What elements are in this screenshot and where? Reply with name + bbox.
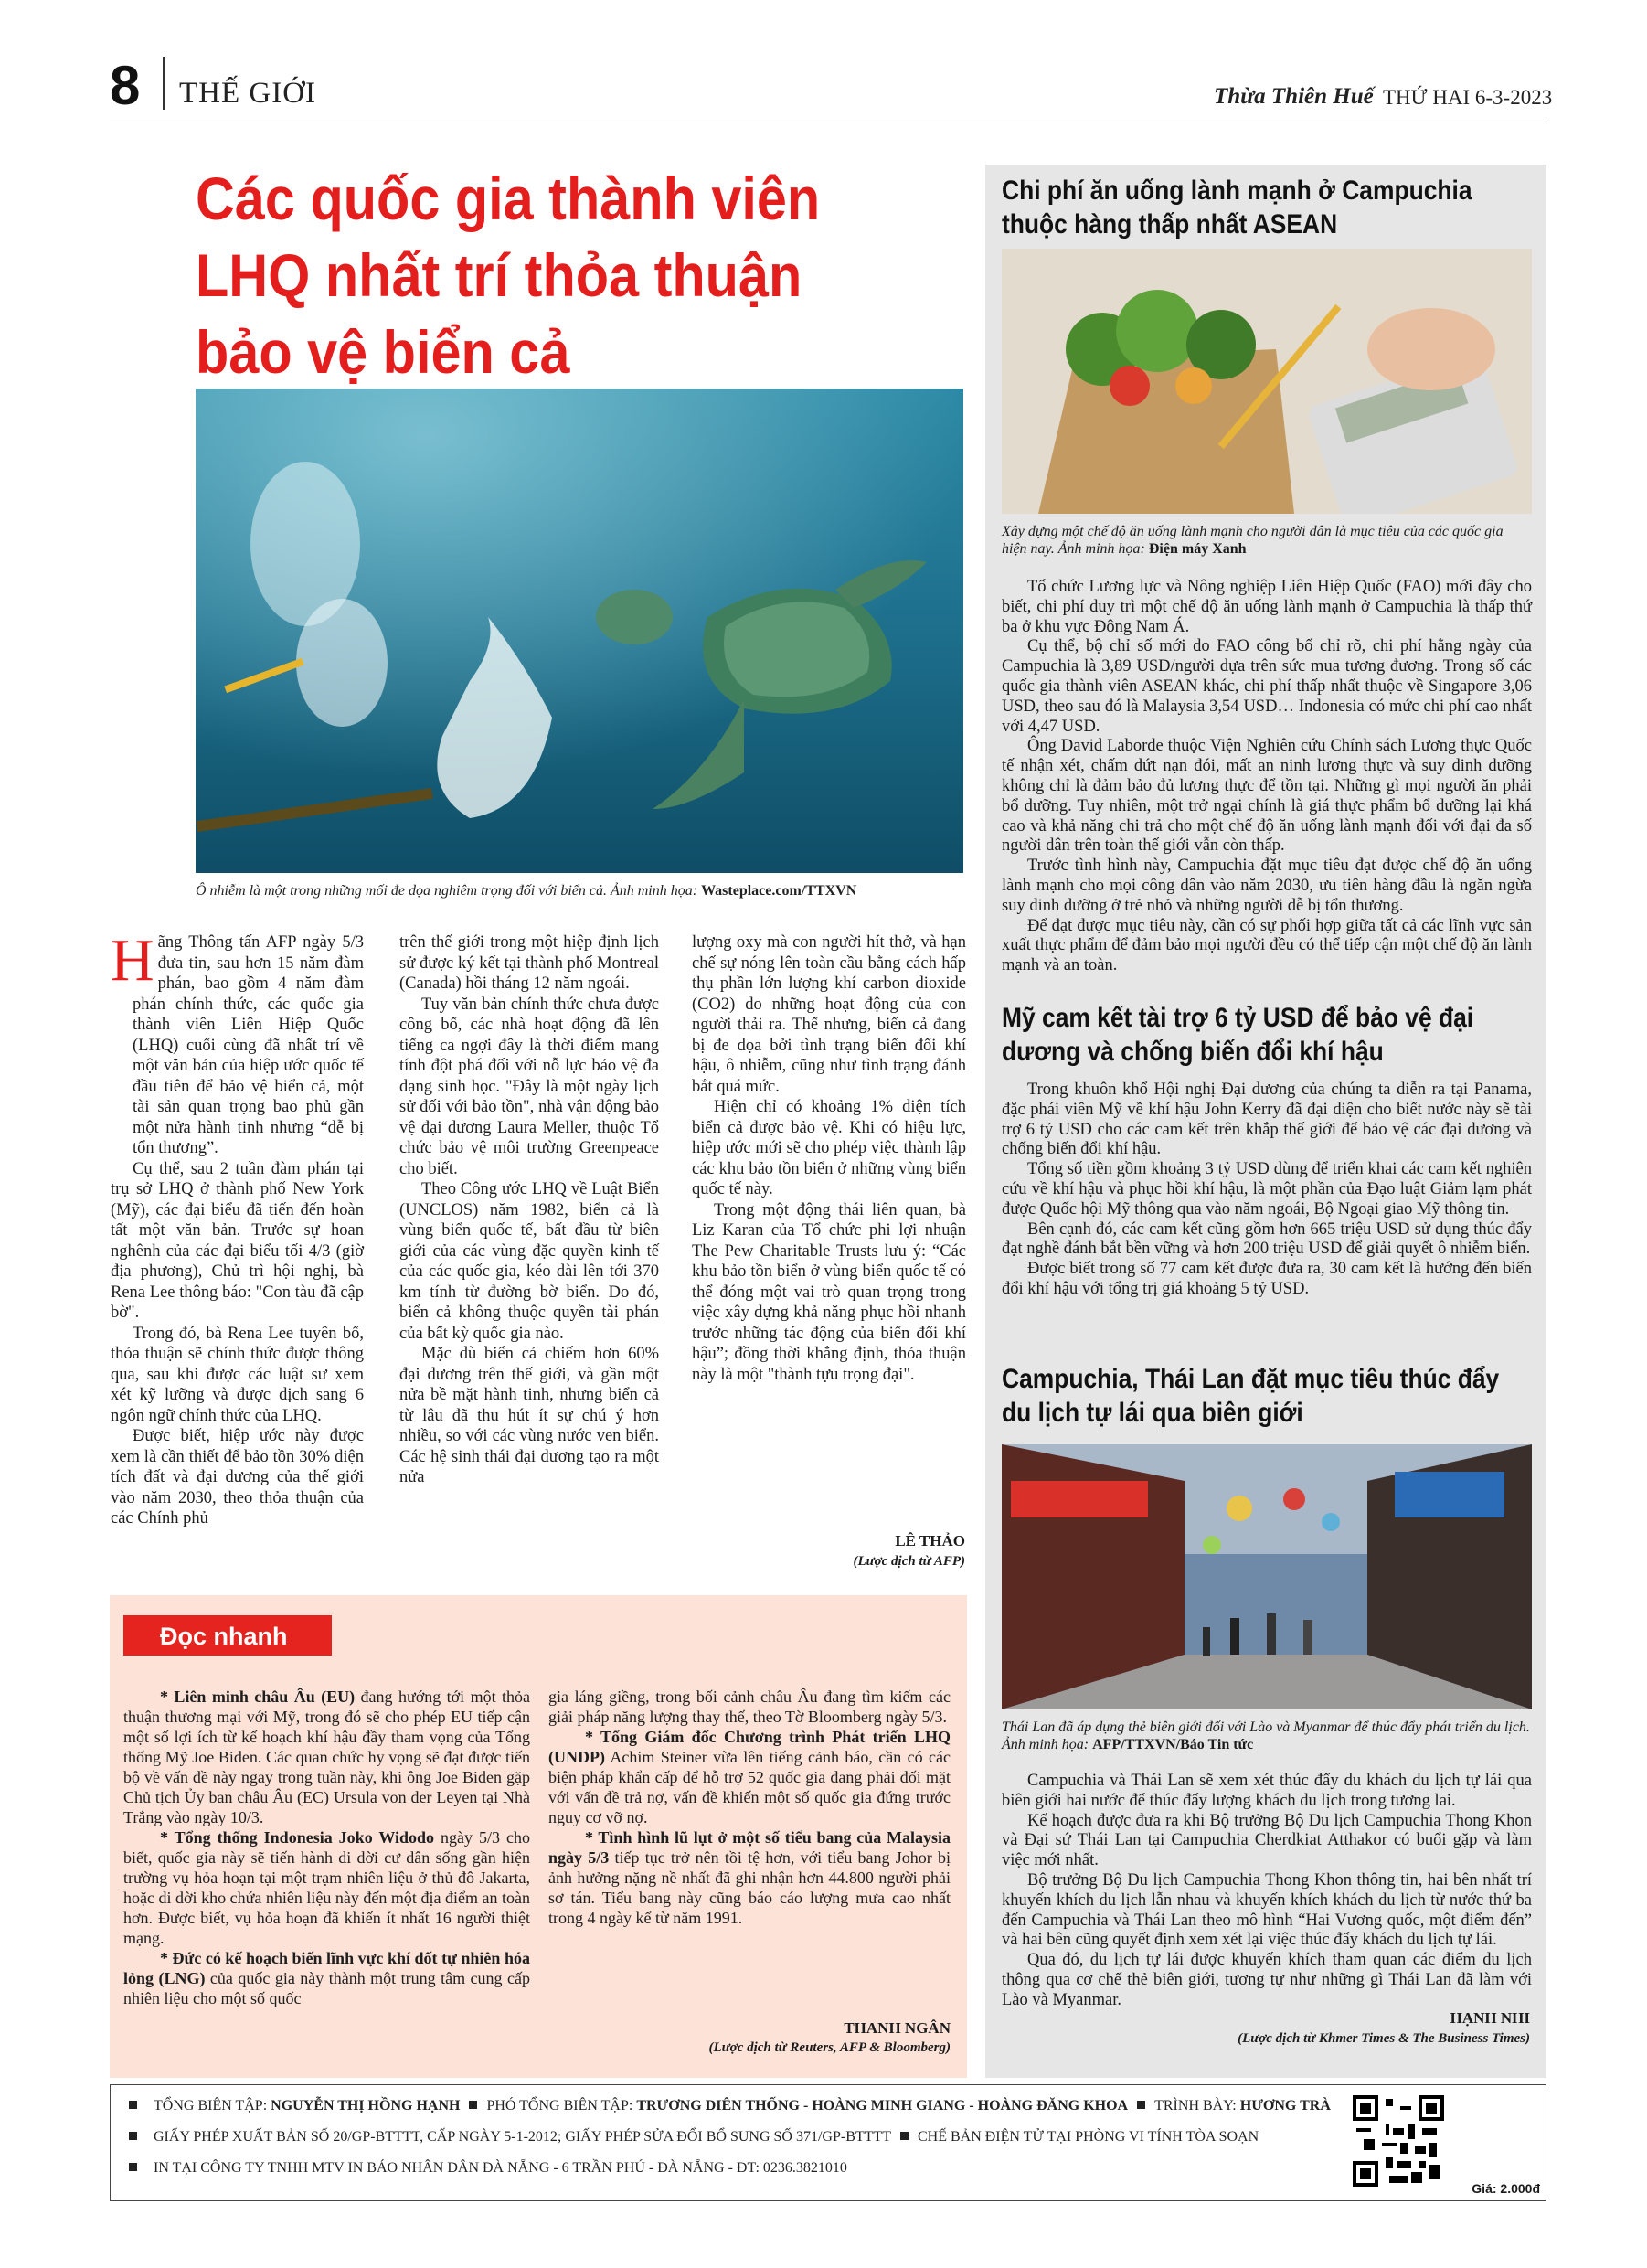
- paragraph: Tuy văn bản chính thức chưa được công bố, các nhà hoạt động đã lên tiếng ca ngợi đây là thời điểm mang tính đột phá đối với nỗ lực bảo vệ đa dạng sinh học. "Đây là một ngày lịch sử đối với bảo tồn", nhà vận động bảo vệ đại dương Laura Meller, thuộc Tổ chức bảo vệ môi trường Greenpeace cho biết.: [399, 995, 659, 1178]
- paragraph: Bộ trưởng Bộ Du lịch Campuchia Thong Khon thông tin, hai bên nhất trí khuyến khích du lịch lẫn nhau và khuyến khích khách du lịch từ nước thứ ba đến Campuchia và Thái Lan theo mô hình “Hai Vương quốc, một điểm đến” và hai bên cũng quyết định xem xét lại việc thúc đẩy khách du lịch tự lái.: [1002, 1870, 1532, 1950]
- caption-text: Ô nhiễm là một trong những mối đe dọa nghiêm trọng đối với biển cả. Ảnh minh họa:: [196, 883, 702, 899]
- quick-item: * Đức có kế hoạch biến lĩnh vực khí đốt tự nhiên hóa lỏng (LNG) của quốc gia này thành một trung tâm cung cấp nhiên liệu cho một số quốc: [123, 1949, 530, 2007]
- bullet-square: [129, 2101, 137, 2109]
- footer-line-printer: IN TẠI CÔNG TY TNHH MTV IN BÁO NHÂN DÂN ĐÀ NẴNG - 6 TRẦN PHÚ - ĐÀ NẴNG - ĐT: 0236.3821010: [129, 2160, 847, 2177]
- bullet-square: [1137, 2101, 1145, 2109]
- article-column-2: [399, 932, 659, 1488]
- bullet-square: [129, 2132, 137, 2140]
- quick-read-byline: THANH NGÂN: [844, 2019, 951, 2037]
- sidebar-photo-groceries: [1002, 249, 1532, 514]
- paragraph: Tổ chức Lương lực và Nông nghiệp Liên Hiệp Quốc (FAO) mới đây cho biết, chi phí duy trì một chế độ ăn uống lành mạnh ở Campuchia là thấp thứ ba ở khu vực Đông Nam Á.: [1002, 578, 1532, 636]
- masthead-footer: [110, 2084, 1546, 2201]
- paragraph: Cụ thể, sau 2 tuần đàm phán tại trụ sở LHQ ở thành phố New York (Mỹ), các đại biểu đã tiến đến hoàn tất một văn bản. Trước sự hoan nghênh của các đại biểu tối 4/3 (giờ địa phương), Chủ trì hội nghị, bà Rena Lee thông báo: "Con tàu đã cập bờ".: [111, 1159, 364, 1322]
- sidebar-photo-caption-3: Thái Lan đã áp dụng thẻ biên giới đối với Lào và Myanmar để thúc đẩy phát triển du lịch. Ảnh minh họa: AFP/TTXVN/Báo Tin tức: [1002, 1720, 1530, 1752]
- qr-code-icon[interactable]: [1353, 2095, 1444, 2187]
- paragraph: Hiện chỉ có khoảng 1% diện tích biển cả được bảo vệ. Khi có hiệu lực, hiệp ước mới sẽ cho phép việc thành lập các khu bảo tồn biển ở những vùng biển quốc tế này.: [692, 1098, 966, 1198]
- article-column-3: [692, 932, 966, 1385]
- paragraph: Kế hoạch được đưa ra khi Bộ trưởng Bộ Du lịch Campuchia Thong Khon và Đại sứ Thái Lan tại Campuchia Cherdkiat Atthakor có buổi gặp và làm việc mới nhất.: [1002, 1811, 1532, 1870]
- paragraph: Trong khuôn khổ Hội nghị Đại dương của chúng ta diễn ra tại Panama, đặc phái viên Mỹ về khí hậu John Kerry đã đại diện cho biết nước này sẽ tài trợ 6 tỷ USD cho các cam kết trên khắp thế giới để bảo vệ các đại dương và chống biến đổi khí hậu.: [1002, 1081, 1532, 1159]
- paragraph: Bên cạnh đó, các cam kết cũng gồm hơn 665 triệu USD sử dụng thúc đẩy đạt nghề đánh bắt bền vững và hơn 200 triệu USD để giải quyết ô nhiễm biển.: [1002, 1219, 1532, 1259]
- paragraph: Trước tình hình này, Campuchia đặt mục tiêu đạt được chế độ ăn uống lành mạnh cho mọi công dân vào năm 2030, ưu tiên hàng đầu là ngăn ngừa suy dinh dưỡng ở trẻ nhỏ và những người dễ bị tổn thương.: [1002, 857, 1532, 915]
- bullet-square: [469, 2101, 477, 2109]
- bullet-square: [900, 2132, 909, 2140]
- paragraph: ãng Thông tấn AFP ngày 5/3 đưa tin, sau hơn 15 năm đàm phán, bao gồm 4 năm đàm phán chính thức, các quốc gia thành viên Liên Hiệp Quốc (LHQ) cuối cùng đã nhất trí về một văn bản của hiệp ước quốc tế đầu tiên để bảo vệ biển cả, một tài sản quan trọng bao phủ gần một nửa hành tinh nhưng “dễ bị tổn thương”.: [133, 933, 364, 1157]
- sidebar-photo-caption-1: Xây dựng một chế độ ăn uống lành mạnh cho người dân là mục tiêu của các quốc gia hiện nay. Ảnh minh họa: Điện máy Xanh: [1002, 524, 1504, 557]
- sidebar-byline-source: (Lược dịch từ Khmer Times & The Business Times): [1238, 2031, 1530, 2046]
- sidebar-article-1-text: [1002, 578, 1532, 976]
- sidebar-article-3-text: [1002, 1772, 1532, 2011]
- paragraph: Ông David Laborde thuộc Viện Nghiên cứu Chính sách Lương thực Quốc tế nhận xét, chấm dứt nạn đói, mất an ninh lương thực và suy dinh dưỡng không chỉ là đảm bảo đủ lương thực để tồn tại. Những gì mọi người ăn phải bổ dưỡng. Tuy nhiên, một trở ngại chính là giá thực phẩm bổ dưỡng lại khá cao và khả năng chi trả cho một chế độ ăn uống lành mạnh đối với đại đa số người dân trên toàn thế giới vẫn còn thấp.: [1002, 737, 1532, 856]
- dropcap: H: [111, 927, 154, 994]
- newspaper-name: Thừa Thiên Huế: [1214, 84, 1374, 109]
- paragraph: Được biết trong số 77 cam kết được đưa ra, 30 cam kết là hướng đến biến đổi khí hậu với tổng trị giá khoảng 5 tỷ USD.: [1002, 1260, 1532, 1298]
- quick-read-box: [110, 1595, 967, 2078]
- quick-item: * Tổng thống Indonesia Joko Widodo ngày 5/3 cho biết, quốc gia này sẽ tiến hành di dời cư dân sống gần hiện trường vụ hỏa hoạn tại một trạm nhiên liệu ở thủ đô Jakarta, hoặc di dời kho chứa nhiên liệu này đến một địa điểm an toàn hơn. Được biết, vụ hỏa hoạn đã khiến ít nhất 16 người thiệt mạng.: [123, 1828, 531, 1947]
- quick-item: gia láng giềng, trong bối cảnh châu Âu đang tìm kiếm các giải pháp năng lượng thay thế, theo Tờ Bloomberg ngày 5/3.: [548, 1688, 951, 1726]
- sidebar-article-2-text: [1002, 1081, 1532, 1300]
- header-divider: [163, 57, 165, 110]
- page-number: 8: [110, 55, 141, 116]
- paragraph: Tổng số tiền gồm khoảng 3 tỷ USD dùng để triển khai các cam kết nghiên cứu về khí hậu và phục hồi khí hậu, là một phần của Đạo luật Giảm lạm phát được Quốc hội Mỹ thông qua vào năm ngoái, Bộ Ngoại giao Mỹ thông tin.: [1002, 1160, 1532, 1219]
- main-photo-caption: [196, 883, 972, 900]
- sidebar-byline: HẠNH NHI: [1450, 2009, 1530, 2027]
- paragraph: Trong một động thái liên quan, bà Liz Karan của Tổ chức phi lợi nhuận The Pew Charitable Trusts lưu ý: “Các khu bảo tồn biển ở vùng biển quốc tế có thể đóng một vai trò quan trọng trong việc xây dựng khả năng phục hồi nhanh trước những tác động của biến đổi khí hậu”; đồng thời khẳng định, thỏa thuận này là một "thành tựu trọng đại".: [692, 1200, 966, 1384]
- quick-item: * Tình hình lũ lụt ở một số tiểu bang của Malaysia ngày 5/3 tiếp tục trở nên tồi tệ hơn, với tiểu bang Johor bị ảnh hưởng nặng nề nhất đã ghi nhận hơn 44.800 người phải sơ tán. Tiểu bang này cũng báo cáo lượng mưa cao nhất trong 4 ngày kể từ năm 1991.: [548, 1828, 951, 1927]
- paragraph: Cụ thể, bộ chỉ số mới do FAO công bố chỉ rõ, chi phí hằng ngày của Campuchia là 3,89 USD/người dựa trên sức mua tương đương. Trong số các quốc gia thành viên ASEAN khác, chi phí thấp nhất thuộc về Singapore 3,06 USD, theo sau đó là Malaysia 3,54 USD… Indonesia có mức chi phí cao nhất với 4,47 USD.: [1002, 637, 1532, 736]
- quick-read-source: (Lược dịch từ Reuters, AFP & Bloomberg): [708, 2040, 951, 2055]
- paragraph: Được biết, hiệp ước này được xem là cần thiết để bảo tồn 30% diện tích đất và đại dương của thế giới vào năm 2030, theo thỏa thuận của các Chính phủ: [111, 1427, 364, 1528]
- article-byline-source: (Lược dịch từ AFP): [853, 1554, 965, 1569]
- section-name: THẾ GIỚI: [179, 77, 317, 110]
- paragraph: Theo Công ước LHQ về Luật Biển (UNCLOS) năm 1982, biển cả là vùng biển quốc tế, bất đầu từ biên giới của các vùng đặc quyền kinh tế của các quốc gia, kéo dài lên tới 370 km tính từ đường bờ biển. Do đó, biển cả không thuộc quyền tài phán của bất kỳ quốc gia nào.: [399, 1180, 659, 1343]
- footer-line-license: GIẤY PHÉP XUẤT BẢN SỐ 20/GP-BTTTT, CẤP NGÀY 5-1-2012; GIẤY PHÉP SỬA ĐỔI BỔ SUNG SỐ 371/GP-BTTTT CHẾ BẢN ĐIỆN TỬ TẠI PHÒNG VI TÍNH TÒA SOẠN: [129, 2129, 1259, 2146]
- article-column-1: [111, 927, 364, 1529]
- paragraph: Trong đó, bà Rena Lee tuyên bố, thỏa thuận sẽ chính thức được thông qua, sau khi được các luật sư xem xét kỹ lưỡng và được dịch sang 6 ngôn ngữ chính thức của LHQ.: [111, 1324, 364, 1425]
- issue-date: THỨ HAI 6-3-2023: [1383, 86, 1553, 109]
- paragraph: Campuchia và Thái Lan sẽ xem xét thúc đẩy du khách du lịch tự lái qua biên giới hai nước để thúc đẩy lượng khách du lịch trong tương lai.: [1002, 1772, 1532, 1810]
- caption-source: Wasteplace.com/TTXVN: [701, 883, 857, 899]
- quick-read-column-1: [123, 1687, 530, 2008]
- quick-read-title: Đọc nhanh: [160, 1623, 288, 1650]
- sidebar-news: [985, 165, 1546, 2078]
- sidebar-photo-street: [1002, 1444, 1532, 1709]
- quick-read-tab: [123, 1615, 332, 1656]
- main-headline: Các quốc gia thành viên LHQ nhất trí thỏa thuận bảo vệ biển cả: [196, 165, 821, 386]
- paragraph: Để đạt được mục tiêu này, cần có sự phối hợp giữa tất cả các lĩnh vực sản xuất thực phẩm để đảm bảo mọi người đều có thể tiếp cận một chế độ ăn lành mạnh và an toàn.: [1002, 916, 1532, 975]
- quick-item: * Tổng Giám đốc Chương trình Phát triển LHQ (UNDP) Achim Steiner vừa lên tiếng cảnh báo, cần có các biện pháp khẩn cấp để hỗ trợ 52 quốc gia đang phải đối mặt với vấn đề trả nợ, vấn đề khiến một số quốc gia đứng trước nguy cơ vỡ nợ.: [548, 1728, 951, 1826]
- quick-item: * Liên minh châu Âu (EU) đang hướng tới một thỏa thuận thương mại với Mỹ, trong đó sẽ cho phép EU tiếp cận một số lợi ích từ kế hoạch khí hậu đầy tham vọng của Tổng thống Mỹ Joe Biden. Các quan chức hy vọng sẽ đạt được tiến bộ về vấn đề này ngay trong tuần này, khi ông Joe Biden gặp Chủ tịch Ủy ban châu Âu (EC) Ursula von der Leyen tại Nhà Trắng vào ngày 10/3.: [123, 1688, 530, 1826]
- paragraph: lượng oxy mà con người hít thở, và hạn chế sự nóng lên toàn cầu bằng cách hấp thụ phần lớn lượng khí carbon dioxide (CO2) do những hoạt động của con người thải ra. Thế nhưng, biển cả đang bị đe dọa bởi tình trạng biến đổi khí hậu, ô nhiễm, cũng như tình trạng đánh bắt quá mức.: [692, 933, 966, 1096]
- footer-line-editors: TỔNG BIÊN TẬP: NGUYỄN THỊ HỒNG HẠNH PHÓ TỔNG BIÊN TẬP: TRƯƠNG DIÊN THỐNG - HOÀNG MINH GIANG - HOÀNG ĐĂNG KHOA TRÌNH BÀY: HƯƠNG TRÀ: [129, 2098, 1331, 2114]
- article-byline: LÊ THẢO: [895, 1532, 965, 1549]
- paragraph: Mặc dù biển cả chiếm hơn 60% đại dương trên thế giới, và gần một nửa bề mặt hành tinh, nhưng biển cả từ lâu đã thu hút ít sự chú ý hơn nhiều, so với các vùng nước ven biển. Các hệ sinh thái đại dương tạo ra một nửa: [399, 1345, 659, 1486]
- paragraph: Qua đó, du lịch tự lái được khuyến khích tham quan các điểm du lịch thông qua cơ chế thẻ biên giới, tương tự như những gì Thái Lan đã làm với Lào và Myanmar.: [1002, 1951, 1532, 2009]
- sidebar-headline-3: Campuchia, Thái Lan đặt mục tiêu thúc đẩy du lịch tự lái qua biên giới: [1002, 1364, 1500, 1428]
- paragraph: trên thế giới trong một hiệp định lịch sử được ký kết tại thành phố Montreal (Canada) hồi tháng 12 năm ngoái.: [399, 933, 659, 993]
- sidebar-headline-1: Chi phí ăn uống lành mạnh ở Campuchia thuộc hàng thấp nhất ASEAN: [1002, 176, 1472, 240]
- price-label: Giá: 2.000đ: [1472, 2181, 1540, 2196]
- quick-read-column-2: [548, 1687, 951, 1928]
- main-photo-turtle: [196, 389, 963, 873]
- bullet-square: [129, 2163, 137, 2171]
- sidebar-headline-2: Mỹ cam kết tài trợ 6 tỷ USD để bảo vệ đại dương và chống biến đổi khí hậu: [1002, 1003, 1474, 1067]
